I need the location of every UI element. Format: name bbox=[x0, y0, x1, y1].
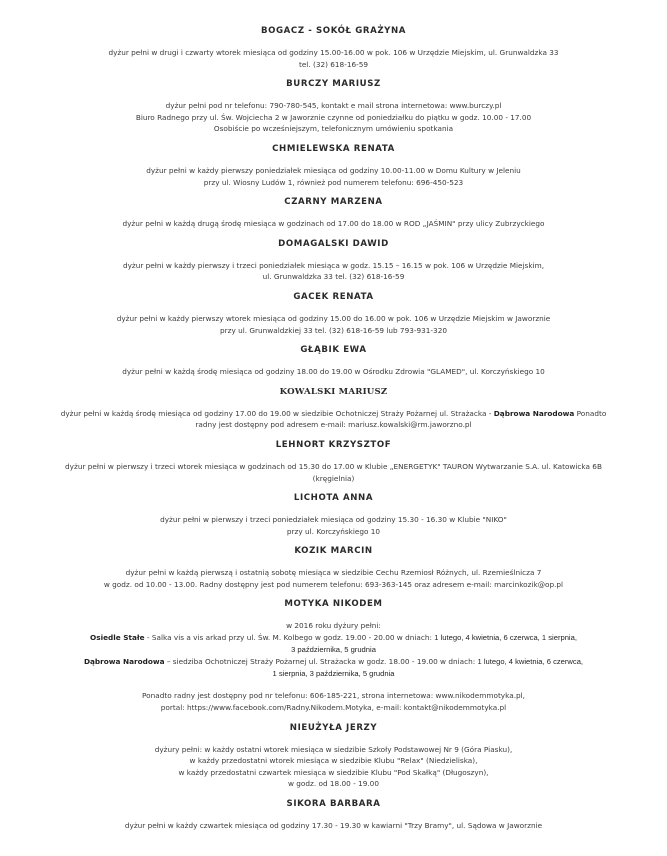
councillor-name: LEHNORT KRZYSZTOF bbox=[275, 439, 392, 450]
councillor-name: DOMAGALSKI DAWID bbox=[278, 238, 389, 249]
councillor-name: BURCZY MARIUSZ bbox=[286, 79, 381, 90]
duty-line: w godz. od 10.00 - 13.00. Radny dostępny jest pod numerem telefonu: 693-363-145 oraz adresem e-mail: marcinkozik@op.pl bbox=[103, 579, 564, 589]
councillor-name: KOWALSKI MARIUSZ bbox=[279, 386, 388, 397]
councillor-entry bbox=[0, 493, 667, 537]
councillor-entry bbox=[0, 144, 667, 188]
duty-line: dyżur pełni w każdą pierwszą i ostatnią sobotę miesiąca w siedzibie Cechu Rzemiosł Różnych, ul. Rzemieślnicza 7 bbox=[125, 568, 542, 578]
duty-line: Ponadto radny jest dostępny pod nr telefonu: 606-185-221, strona internetowa: www.nikodemmotyka.pl, bbox=[142, 691, 525, 701]
councillor-name: CZARNY MARZENA bbox=[284, 197, 383, 208]
location-name: Dąbrowa Narodowa bbox=[83, 657, 165, 667]
councillor-entry bbox=[0, 387, 667, 431]
councillor-name: BOGACZ - SOKÓŁ GRAŻYNA bbox=[260, 26, 407, 36]
duty-line: dyżur pełni pod nr telefonu: 790-780-545, kontakt e mail strona internetowa: www.burczy.pl bbox=[165, 101, 502, 111]
duty-text: Ponadto bbox=[574, 408, 607, 418]
duty-text: - Salka vis a vis arkad przy ul. Św. M. Kolbego w godz. 19.00 - 20.00 w dniach: bbox=[144, 633, 435, 643]
councillor-entry bbox=[0, 292, 667, 336]
duty-text: – siedziba Ochotniczej Straży Pożarnej ul. Strażacka w godz. 18.00 - 19.00 w dniach: bbox=[164, 657, 478, 667]
councillor-name: GACEK RENATA bbox=[293, 291, 374, 302]
councillor-entry bbox=[0, 599, 667, 713]
duty-dates: 1 lutego, 4 kwietnia, 6 czerwca, bbox=[477, 657, 584, 667]
duty-description bbox=[34, 260, 634, 283]
duty-line: dyżur pełni w drugi i czwarty wtorek miesiąca od godziny 15.00-16.00 w pok. 106 w Urzędzie Miejskim, ul. Grunwaldzka 33 bbox=[108, 48, 559, 57]
duty-line: Biuro Radnego przy ul. Św. Wojciecha 2 w Jaworznie czynne od poniedziałku do piątku w godz. 10.00 - 17.00 bbox=[135, 112, 532, 122]
duty-line: dyżur pełni w każdy pierwszy i trzeci poniedziałek miesiąca w godz. 15.15 – 16.15 w pok. 106 w Urzędzie Miejskim, bbox=[122, 260, 545, 270]
duty-dates: 1 sierpnia, 3 października, 5 grudnia bbox=[272, 669, 395, 679]
duty-line: w każdy przedostatni czwartek miesiąca w siedzibie Klubu "Pod Skałką" (Długoszyn), bbox=[178, 767, 489, 777]
duty-line: przy ul. Wiosny Ludów 1, również pod numerem telefonu: 696-450-523 bbox=[203, 177, 464, 187]
duty-description bbox=[34, 100, 634, 135]
duty-line bbox=[14, 408, 654, 420]
contact-info bbox=[34, 690, 634, 713]
councillor-name: KOZIK MARCIN bbox=[294, 546, 373, 557]
duty-line: portal: https://www.facebook.com/Radny.Nikodem.Motyka, e-mail: kontakt@nikodemmotyka.pl bbox=[160, 703, 507, 713]
duty-line: dyżur pełni w każdą drugą środę miesiąca w godzinach od 17.00 do 18.00 w ROD „JAŚMIN" przy ulicy Zubrzyckiego bbox=[122, 219, 545, 229]
councillor-entry bbox=[0, 345, 667, 378]
duty-line: w 2016 roku dyżury pełni: bbox=[286, 621, 381, 631]
duty-line: (kręgielnia) bbox=[312, 473, 355, 483]
duty-dates: 1 lutego, 4 kwietnia, 6 czerwca, 1 sierpnia, bbox=[434, 633, 577, 643]
councillor-name: CHMIELEWSKA RENATA bbox=[272, 143, 395, 154]
duty-line: przy ul. Grunwaldzkiej 33 tel. (32) 618-16-59 lub 793-931-320 bbox=[220, 325, 447, 335]
location-name: Osiedle Stałe bbox=[90, 633, 145, 643]
duty-line: w godz. od 18.00 - 19.00 bbox=[288, 779, 379, 789]
duty-description bbox=[14, 461, 654, 484]
duty-line: dyżur pełni w każdy czwartek miesiąca od godziny 17.30 - 19.30 w kawiarni "Trzy Bramy", ul. Sądowa w Jaworznie bbox=[124, 821, 543, 831]
duty-description bbox=[34, 514, 634, 537]
councillor-entry bbox=[0, 79, 667, 135]
duty-description bbox=[34, 218, 634, 230]
duty-line: dyżur pełni w każdy pierwszy wtorek miesiąca od godziny 15.00 do 16.00 w pok. 106 w Urzędzie Miejskim w Jaworznie bbox=[116, 313, 551, 323]
location-name: Dąbrowa Narodowa bbox=[493, 408, 575, 418]
councillor-entry bbox=[0, 799, 667, 832]
duty-description bbox=[34, 47, 634, 70]
councillor-entry bbox=[0, 546, 667, 590]
duty-line: w każdy przedostatni wtorek miesiąca w siedzibie Klubu "Relax" (Niedzieliska), bbox=[189, 756, 478, 766]
duty-line bbox=[34, 656, 634, 668]
councillor-name: SIKORA BARBARA bbox=[286, 799, 381, 810]
duty-line: ul. Grunwaldzka 33 tel. (32) 618-16-59 bbox=[262, 272, 405, 282]
duty-line: Osobiście po wcześniejszym, telefonicznym umówieniu spotkania bbox=[213, 124, 454, 134]
duty-line: dyżur pełni w pierwszy i trzeci wtorek miesiąca w godzinach od 15.30 do 17.00 w Klubie „ENERGETYK" TAURON Wytwarzanie S.A. ul. Katowicka 6B bbox=[65, 461, 602, 471]
duty-description bbox=[14, 408, 654, 431]
councillor-name: GŁĄBIK EWA bbox=[300, 345, 367, 356]
duty-line: tel. (32) 618-16-59 bbox=[298, 59, 369, 69]
councillor-entry bbox=[0, 723, 667, 790]
duty-description bbox=[34, 313, 634, 336]
duty-line: dyżury pełni: w każdy ostatni wtorek miesiąca w siedzibie Szkoły Podstawowej Nr 9 (Góra Piasku), bbox=[154, 744, 513, 754]
duty-line: dyżur pełni w każdy pierwszy poniedziałek miesiąca od godziny 10.00-11.00 w Domu Kultury w Jeleniu bbox=[146, 165, 521, 175]
councillor-entry bbox=[0, 197, 667, 230]
duty-dates: 3 października, 5 grudnia bbox=[291, 645, 376, 655]
duty-line: przy ul. Korczyńskiego 10 bbox=[286, 526, 381, 536]
councillor-entry bbox=[0, 26, 667, 70]
duty-line bbox=[34, 632, 634, 644]
duty-description bbox=[34, 820, 634, 832]
councillor-name: NIEUŻYŁA JERZY bbox=[289, 722, 378, 733]
councillor-name: LICHOTA ANNA bbox=[293, 493, 374, 504]
duty-line: radny jest dostępny pod adresem e-mail: mariusz.kowalski@rm.jaworzno.pl bbox=[195, 420, 472, 430]
councillor-name: MOTYKA NIKODEM bbox=[284, 599, 383, 610]
duty-line: dyżur pełni w pierwszy i trzeci poniedziałek miesiąca od godziny 15.30 - 16.30 w Klubie "NIKO" bbox=[160, 515, 507, 525]
duty-line: dyżur pełni w każdą środę miesiąca od godziny 18.00 do 19.00 w Ośrodku Zdrowia "GLAMED", ul. Korczyńskiego 10 bbox=[122, 367, 545, 377]
duty-description bbox=[34, 744, 634, 790]
duty-schedule bbox=[34, 620, 634, 680]
duty-description bbox=[34, 165, 634, 188]
councillor-entry bbox=[0, 239, 667, 283]
duty-text: dyżur pełni w każdą środę miesiąca od godziny 17.00 do 19.00 w siedzibie Ochotniczej Straży Pożarnej ul. Strażacka - bbox=[60, 408, 494, 418]
duty-description bbox=[34, 366, 634, 378]
duty-description bbox=[34, 567, 634, 590]
councillor-entry bbox=[0, 440, 667, 484]
